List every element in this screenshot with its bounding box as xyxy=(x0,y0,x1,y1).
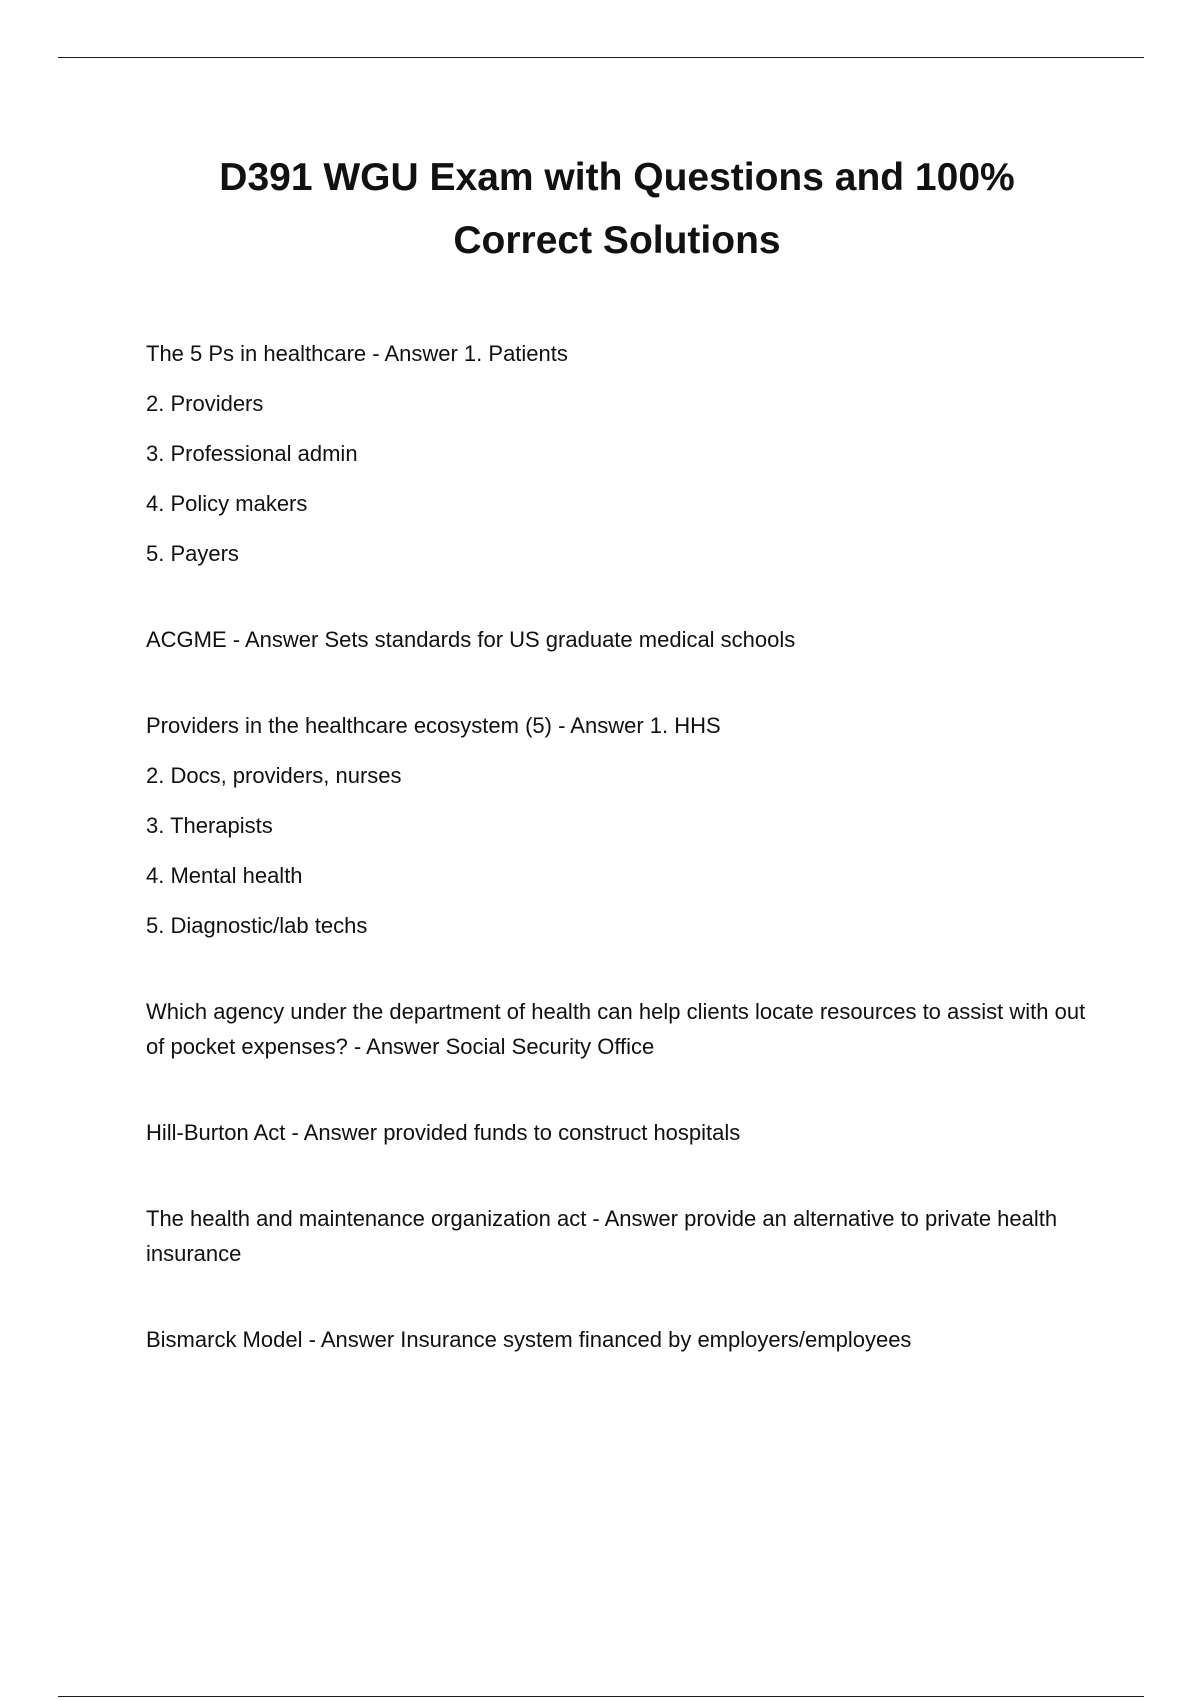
document-body xyxy=(146,336,1106,1372)
question-block-agency xyxy=(146,994,1106,1064)
question-block-hill-burton xyxy=(146,1115,1106,1150)
question-line: Hill-Burton Act - Answer provided funds to construct hospitals xyxy=(146,1120,741,1145)
question-line: The 5 Ps in healthcare - Answer 1. Patients xyxy=(146,341,568,366)
question-block-acgme xyxy=(146,622,1106,657)
page-title xyxy=(0,146,1200,272)
question-block-hmo-act xyxy=(146,1201,1106,1271)
footer-rule xyxy=(58,1696,1144,1697)
question-block-5ps xyxy=(146,336,1106,571)
answer-line: 3. Professional admin xyxy=(146,441,358,466)
header-rule xyxy=(58,57,1144,58)
question-block-bismarck xyxy=(146,1322,1106,1357)
answer-line: 2. Providers xyxy=(146,391,264,416)
answer-line: 4. Mental health xyxy=(146,863,303,888)
question-line: Providers in the healthcare ecosystem (5) - Answer 1. HHS xyxy=(146,713,721,738)
answer-line: 3. Therapists xyxy=(146,813,273,838)
question-line: Which agency under the department of health can help clients locate resources to assist with out of pocket expenses? - Answer Social Security Office xyxy=(146,999,1086,1059)
answer-line: 5. Payers xyxy=(146,541,239,566)
title-line-2: Correct Solutions xyxy=(453,219,781,262)
question-line: Bismarck Model - Answer Insurance system financed by employers/employees xyxy=(146,1327,912,1352)
question-line: ACGME - Answer Sets standards for US graduate medical schools xyxy=(146,627,796,652)
answer-line: 2. Docs, providers, nurses xyxy=(146,763,402,788)
answer-line: 4. Policy makers xyxy=(146,491,308,516)
title-line-1: D391 WGU Exam with Questions and 100% xyxy=(219,156,1015,199)
answer-line: 5. Diagnostic/lab techs xyxy=(146,913,368,938)
question-block-providers xyxy=(146,708,1106,943)
question-line: The health and maintenance organization act - Answer provide an alternative to private health insurance xyxy=(146,1206,1058,1266)
